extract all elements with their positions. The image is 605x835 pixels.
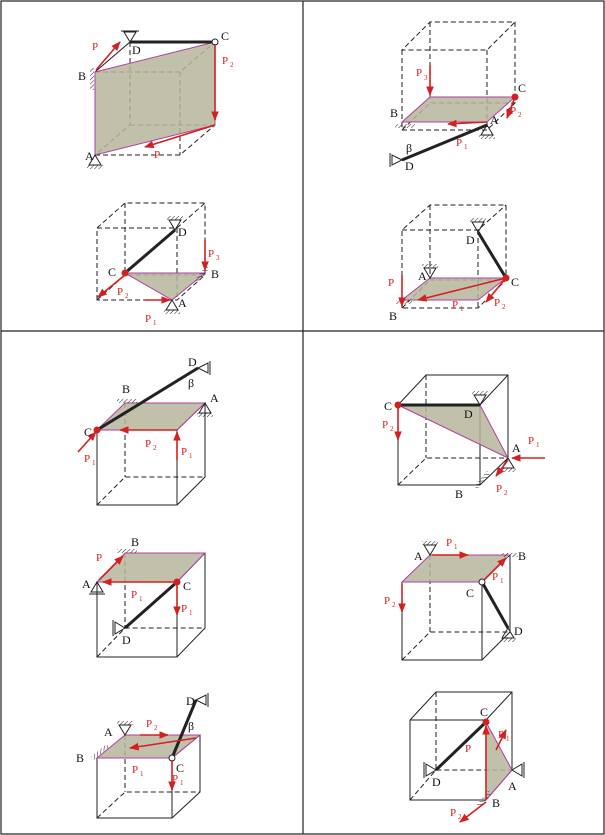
hinge-support-icon — [117, 399, 137, 403]
force-subscript: 2 — [504, 489, 508, 497]
force-subscript: 1 — [153, 319, 157, 327]
diagram-8 — [384, 537, 526, 660]
hinge-support-icon — [395, 124, 415, 128]
diagram-7 — [82, 535, 205, 657]
force-label: P — [416, 67, 423, 79]
point-label: D — [122, 633, 131, 647]
hinge-support-icon — [474, 471, 490, 489]
point-label: D — [432, 775, 441, 789]
point-label: D — [186, 694, 195, 708]
point-label: A — [178, 296, 187, 310]
force-arrow — [460, 802, 486, 822]
force-label: P — [222, 55, 229, 67]
force-label: P — [172, 773, 179, 785]
force-subscript: 1 — [92, 459, 96, 467]
force-label: P — [181, 446, 188, 458]
pin-support-icon — [512, 762, 524, 778]
diagram-9 — [76, 693, 208, 818]
point-label: A — [210, 391, 219, 405]
point-label: C — [84, 425, 93, 439]
force-label: P — [388, 277, 395, 289]
hinge-support-icon — [502, 553, 518, 557]
force-subscript: 2 — [390, 425, 394, 433]
force-label: P — [92, 41, 99, 53]
point-label: C — [183, 579, 192, 593]
diagram-10 — [410, 692, 524, 822]
diagram-4 — [388, 205, 519, 323]
point-label: A — [508, 779, 517, 793]
diagram-3 — [97, 203, 220, 327]
force-label: P — [456, 137, 463, 149]
force-subscript: 2 — [125, 292, 129, 300]
force-label: P — [446, 537, 453, 549]
point-label: C — [176, 761, 185, 775]
force-label: P — [450, 807, 457, 819]
point-label: D — [132, 43, 141, 57]
point-label: B — [389, 309, 398, 323]
force-subscript: 1 — [500, 577, 504, 585]
force-subscript: 2 — [458, 813, 462, 821]
force-label: P — [452, 299, 459, 311]
force-label: P — [465, 743, 472, 755]
point-label: C — [384, 399, 393, 413]
force-subscript: 1 — [536, 441, 540, 449]
point-label: B — [78, 69, 87, 83]
force-label: P — [498, 729, 505, 741]
force-subscript: 3 — [424, 74, 428, 82]
force-subscript: 2 — [153, 444, 157, 452]
force-subscript: 2 — [518, 111, 522, 119]
force-label: P — [528, 435, 535, 447]
point-label: B — [211, 267, 220, 281]
force-subscript: 1 — [140, 770, 144, 778]
point-label: B — [390, 106, 399, 120]
pin-support-icon — [117, 721, 133, 735]
force-label: P — [382, 419, 389, 431]
point-label: C — [108, 265, 117, 279]
force-subscript: 1 — [460, 305, 464, 313]
force-label: P — [208, 248, 215, 260]
force-subscript: 1 — [189, 452, 193, 460]
point-label: C — [511, 275, 520, 289]
hinge-support-icon — [477, 791, 492, 807]
point-label: B — [131, 535, 140, 549]
diagram-2 — [390, 22, 526, 173]
pin-support-icon — [196, 693, 208, 707]
hinge-support-icon — [396, 300, 412, 304]
force-subscript: 1 — [189, 609, 193, 617]
force-label: P — [132, 764, 139, 776]
hinge-support-icon — [117, 549, 137, 553]
force-label: P — [117, 286, 124, 298]
point-label: D — [514, 624, 523, 638]
force-label: P — [84, 453, 91, 465]
hinge-support-icon — [90, 68, 94, 90]
force-subscript: 3 — [216, 254, 220, 262]
force-label: P — [492, 571, 499, 583]
force-subscript: 2 — [230, 61, 234, 69]
pin-support-icon — [198, 361, 210, 375]
diagram-6 — [382, 375, 545, 501]
diagram-5 — [78, 355, 219, 505]
force-label: P — [494, 297, 501, 309]
point-label: B — [518, 549, 527, 563]
force-label: P — [145, 438, 152, 450]
point-label: A — [512, 441, 521, 455]
angle-label: β — [406, 141, 413, 155]
point-label: A — [85, 149, 94, 163]
point-label: A — [414, 549, 423, 563]
force-subscript: 2 — [154, 724, 158, 732]
point-label: D — [405, 159, 414, 173]
point-label: D — [464, 407, 473, 421]
point-label: A — [418, 269, 427, 283]
pin-support-icon — [121, 31, 139, 42]
point-label: C — [466, 586, 475, 600]
point-label: B — [455, 487, 464, 501]
pin-support-icon — [472, 391, 488, 405]
point-label: B — [76, 751, 85, 765]
force-label: P — [181, 603, 188, 615]
angle-label: β — [188, 376, 195, 390]
point-label: C — [480, 705, 489, 719]
angle-label: β — [188, 719, 195, 733]
force-subscript: 2 — [392, 601, 396, 609]
force-label: P — [131, 589, 138, 601]
force-subscript: 1 — [464, 143, 468, 151]
pin-support-icon — [422, 541, 438, 555]
force-subscript: 2 — [502, 303, 506, 311]
force-arrow — [96, 42, 120, 70]
diagram-1 — [78, 29, 234, 169]
force-subscript: 1 — [180, 779, 184, 787]
force-label: P — [96, 552, 103, 564]
force-label: P — [146, 718, 153, 730]
table-grid — [1, 1, 604, 834]
force-label: P — [154, 149, 161, 161]
point-label: D — [466, 233, 475, 247]
point-label: A — [82, 577, 91, 591]
point-label: D — [188, 355, 197, 369]
point-label: B — [122, 382, 131, 396]
point-label: C — [518, 81, 527, 95]
force-subscript: 1 — [139, 595, 143, 603]
force-subscript: 1 — [506, 735, 510, 743]
point-label: B — [492, 796, 501, 810]
force-subscript: 1 — [454, 543, 458, 551]
force-label: P — [384, 595, 391, 607]
point-label: A — [490, 113, 499, 127]
force-label: P — [510, 105, 517, 117]
force-label: P — [145, 313, 152, 325]
pin-support-icon — [390, 153, 402, 167]
point-label: C — [221, 29, 230, 43]
force-label: P — [496, 483, 503, 495]
point-label: A — [104, 725, 113, 739]
point-label: D — [178, 225, 187, 239]
